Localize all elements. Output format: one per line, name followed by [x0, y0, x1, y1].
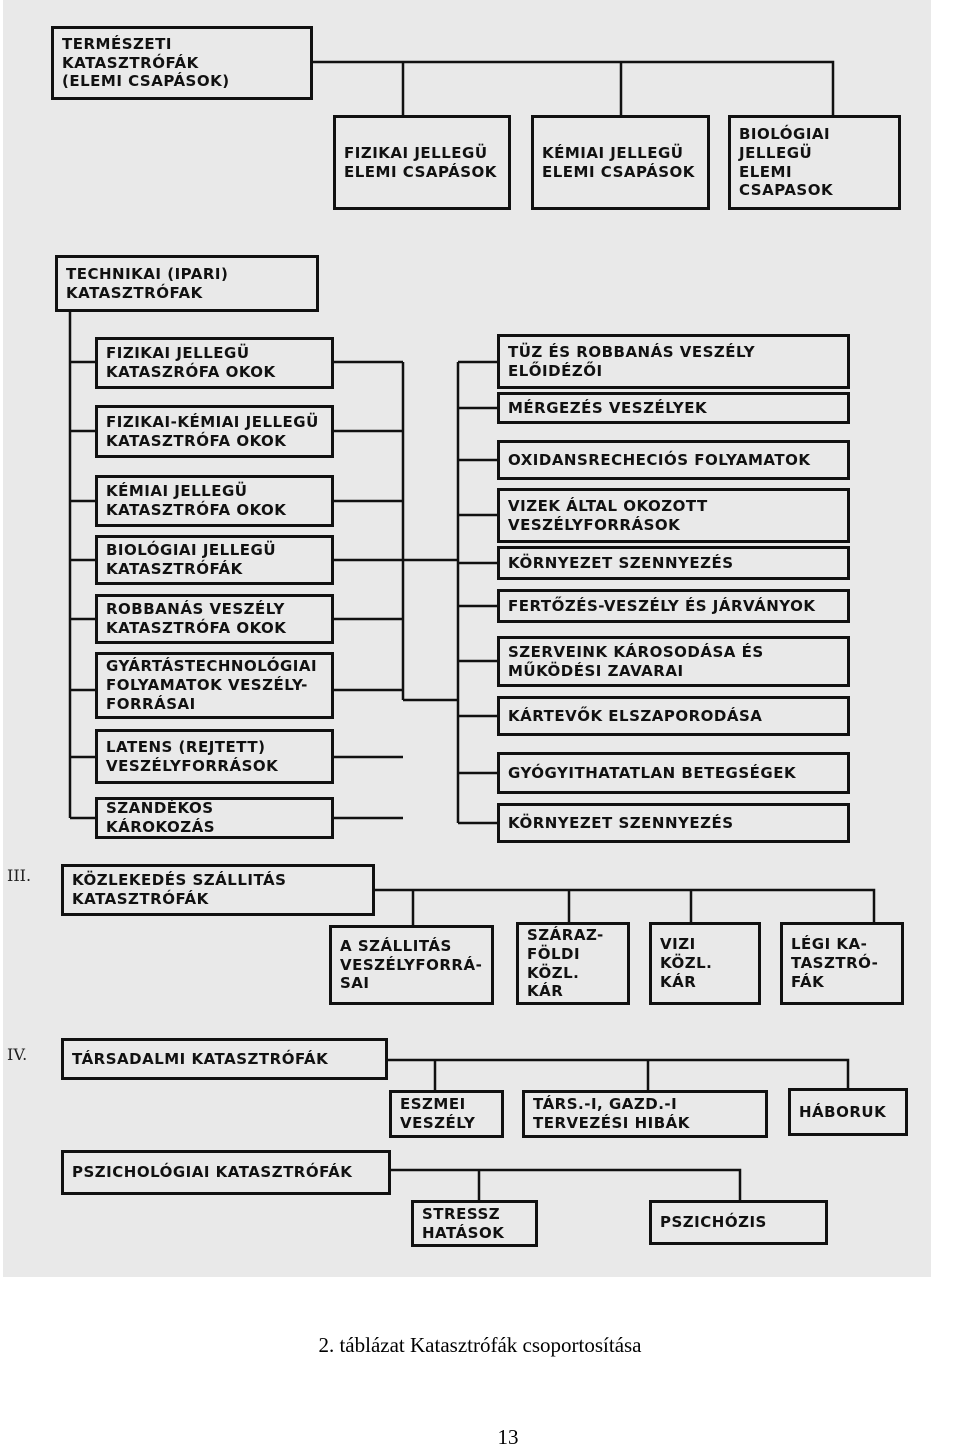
tech-cause-label: LATENS (REJTETT) VESZÉLYFORRÁSOK [106, 737, 279, 775]
transport-child-box [780, 922, 904, 1005]
chemical-natural-label: KÉMIAI JELLEGÜ ELEMI CSAPÁSOK [542, 143, 695, 181]
social-disasters-label: TÁRSADALMI KATASZTRÓFÁK [72, 1049, 329, 1068]
psych-disasters-box [61, 1150, 391, 1195]
social-disasters-box [61, 1038, 388, 1080]
physical-natural-box [333, 115, 511, 210]
tech-cause-box [95, 797, 334, 839]
technical-disasters-box [55, 255, 319, 312]
tech-cause-box [95, 594, 334, 644]
technical-disasters-label: TECHNIKAI (IPARI) KATASZTRÓFAK [66, 264, 229, 302]
transport-child-label: LÉGI KA- TASZTRÓ- FÁK [791, 935, 879, 991]
transport-child-box [516, 922, 630, 1005]
tech-cause-label: BIOLÓGIAI JELLEGÜ KATASZTRÓFÁK [106, 541, 277, 578]
tech-effect-box [497, 546, 850, 580]
social-child-label: TÁRS.-I, GAZD.-I TERVEZÉSI HIBÁK [533, 1095, 690, 1132]
tech-cause-label: ROBBANÁS VESZÉLY KATASZTRÓFA OKOK [106, 600, 287, 637]
social-child-box [788, 1088, 908, 1136]
tech-effect-label: GYÓGYITHATATLAN BETEGSÉGEK [508, 763, 797, 782]
psych-child-box [411, 1200, 538, 1247]
psych-child-label: STRESSZ HATÁSOK [422, 1204, 505, 1242]
tech-cause-label: FIZIKAI-KÉMIAI JELLEGÜ KATASZTRÓFA OKOK [106, 412, 319, 450]
table-caption: 2. táblázat Katasztrófák csoportosítása [318, 1333, 642, 1357]
tech-effect-box [497, 752, 850, 794]
tech-effect-box [497, 696, 850, 736]
physical-natural-label: FIZIKAI JELLEGÜ ELEMI CSAPÁSOK [344, 143, 497, 181]
psych-disasters-label: PSZICHOLÓGIAI KATASZTRÓFÁK [72, 1163, 353, 1182]
transport-disasters-label: KÖZLEKEDÉS SZÁLLITÁS KATASZTRÓFÁK [72, 871, 287, 908]
biological-natural-box [728, 115, 901, 210]
natural-disasters-box [51, 26, 313, 100]
tech-cause-label: FIZIKAI JELLEGÜ KATASZRÓFA OKOK [106, 344, 276, 381]
tech-effect-label: SZERVEINK KÁROSODÁSA ÉS MŰKÖDÉSI ZAVARAI [508, 642, 764, 680]
psych-child-box [649, 1200, 828, 1245]
tech-effect-box [497, 440, 850, 480]
tech-effect-box [497, 803, 850, 843]
tech-effect-label: MÉRGEZÉS VESZÉLYEK [508, 398, 708, 417]
social-child-box [389, 1090, 504, 1138]
tech-effect-box [497, 392, 850, 424]
transport-child-label: A SZÁLLITÁS VESZÉLYFORRÁ- SAI [340, 936, 483, 993]
tech-effect-box [497, 488, 850, 543]
natural-disasters-label: TERMÉSZETI KATASZTRÓFÁK (ELEMI CSAPÁSOK) [62, 34, 230, 91]
tech-cause-box [95, 337, 334, 389]
transport-child-box [649, 922, 761, 1005]
tech-cause-label: SZANDÉKOS KÁROKOZÁS [106, 799, 216, 836]
chemical-natural-box [531, 115, 710, 210]
biological-natural-label: BIOLÓGIAI JELLEGÜ ELEMI CSAPASOK [739, 125, 834, 200]
tech-cause-box [95, 652, 334, 719]
tech-effect-label: KÖRNYEZET SZENNYEZÉS [508, 813, 734, 832]
tech-cause-box [95, 729, 334, 784]
tech-cause-box [95, 475, 334, 527]
tech-effect-label: KÖRNYEZET SZENNYEZÉS [508, 553, 734, 572]
tech-cause-box [95, 405, 334, 458]
transport-child-label: VIZI KÖZL. KÁR [660, 935, 713, 991]
tech-cause-label: KÉMIAI JELLEGÜ KATASZTRÓFA OKOK [106, 482, 287, 519]
section-marker-iii: III. [7, 866, 32, 885]
tech-effect-label: TÜZ ÉS ROBBANÁS VESZÉLY ELŐIDÉZŐI [508, 342, 756, 380]
section-marker-iv: IV. [7, 1045, 28, 1064]
tech-cause-label: GYÁRTÁSTECHNOLÓGIAI FOLYAMATOK VESZÉLY- FORRÁSAI [106, 657, 318, 713]
transport-child-box [329, 925, 494, 1005]
tech-effect-label: KÁRTEVŐK ELSZAPORODÁSA [508, 706, 763, 725]
transport-child-label: SZÁRAZ- FÖLDI KÖZL. KÁR [527, 926, 604, 1001]
social-child-label: HÁBORUK [799, 1102, 887, 1121]
transport-disasters-box [61, 864, 375, 916]
tech-effect-box [497, 334, 850, 389]
tech-effect-box [497, 636, 850, 687]
tech-effect-box [497, 589, 850, 623]
tech-cause-box [95, 535, 334, 585]
social-child-box [522, 1090, 768, 1138]
psych-child-label: PSZICHÓZIS [660, 1213, 767, 1232]
tech-effect-label: FERTŐZÉS-VESZÉLY ÉS JÁRVÁNYOK [508, 596, 816, 615]
tech-effect-label: OXIDANSRECHECIÓS FOLYAMATOK [508, 450, 811, 469]
social-child-label: ESZMEI VESZÉLY [400, 1095, 476, 1132]
diagram-scan [3, 0, 931, 1277]
tech-effect-label: VIZEK ÁLTAL OKOZOTT VESZÉLYFORRÁSOK [508, 496, 708, 534]
page-number: 13 [497, 1425, 519, 1449]
